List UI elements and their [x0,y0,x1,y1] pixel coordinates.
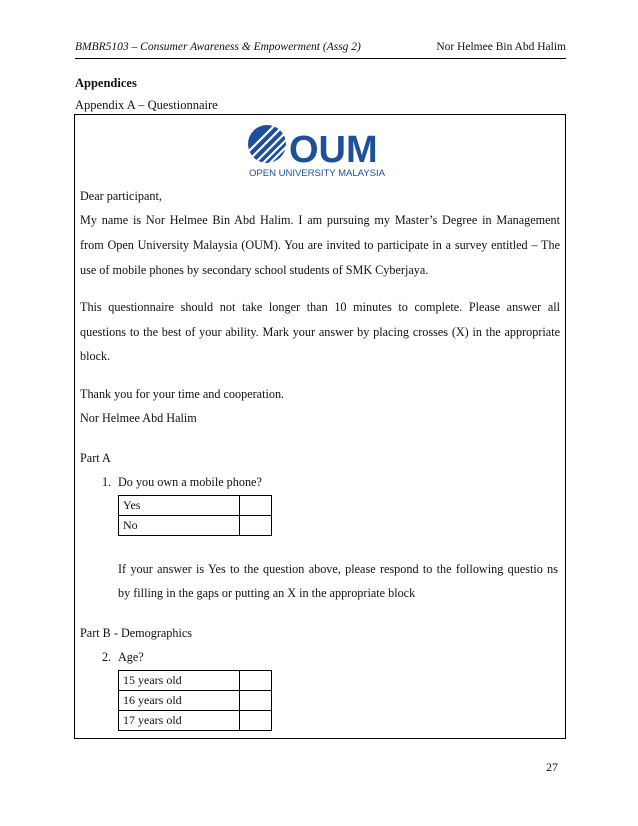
answer-checkbox-16[interactable] [240,691,272,711]
letter-greeting: Dear participant, [80,189,162,203]
letter-thanks: Thank you for your time and cooperation. [80,387,285,401]
letter-intro-line: My name is Nor Helmee Bin Abd Halim. I am pursuing my Master’s Degree in Management [80,213,560,227]
option-row [119,691,272,711]
option-label: 17 years old [119,711,240,731]
answer-checkbox-15[interactable] [240,671,272,691]
oum-logo-word: OUM [289,129,378,171]
letter-instruction-line: This questionnaire should not take longer than 10 minutes to complete. Please answer all [80,300,560,314]
option-label: 16 years old [119,691,240,711]
letter-intro-line: use of mobile phones by secondary school students of SMK Cyberjaya. [80,263,429,277]
letter-instruction-line: questions to the best of your ability. Mark your answer by placing crosses (X) in the appropriate [80,325,560,339]
option-label: 15 years old [119,671,240,691]
followup-instruction-line: If your answer is Yes to the question above, please respond to the following questio ns [118,562,558,576]
part-a-heading: Part A [80,451,111,465]
header-author: Nor Helmee Bin Abd Halim [436,41,566,53]
letter-intro-line: from Open University Malaysia (OUM). You are invited to participate in a survey entitled – The [80,238,560,252]
running-header [75,40,566,59]
letter-signature: Nor Helmee Abd Halim [80,411,197,425]
option-row [119,711,272,731]
followup-instruction-line: by filling in the gaps or putting an X in the appropriate block [118,586,416,600]
option-row [119,671,272,691]
oum-logo [245,122,389,178]
answer-checkbox-no[interactable] [240,516,272,536]
header-course-title: BMBR5103 – Consumer Awareness & Empowerment (Assg 2) [75,41,361,53]
option-row [119,516,272,536]
questionnaire-frame [74,114,566,739]
question-2-options [118,670,272,731]
appendix-subtitle: Appendix A – Questionnaire [75,98,218,112]
answer-checkbox-yes[interactable] [240,496,272,516]
option-label: No [119,516,240,536]
oum-logo-graphic [245,122,389,178]
question-1-number: 1. [102,475,112,489]
question-2-text: Age? [118,650,144,664]
question-1-options [118,495,272,536]
letter-instruction-line: block. [80,349,111,363]
appendices-heading: Appendices [75,76,137,90]
answer-checkbox-17[interactable] [240,711,272,731]
option-label: Yes [119,496,240,516]
question-2-number: 2. [102,650,112,664]
oum-globe-icon [248,125,287,164]
option-row [119,496,272,516]
part-b-heading: Part B - Demographics [80,626,193,640]
oum-logo-caption: OPEN UNIVERSITY MALAYSIA [249,168,385,178]
question-1-text: Do you own a mobile phone? [118,475,262,489]
page-number: 27 [546,760,558,774]
